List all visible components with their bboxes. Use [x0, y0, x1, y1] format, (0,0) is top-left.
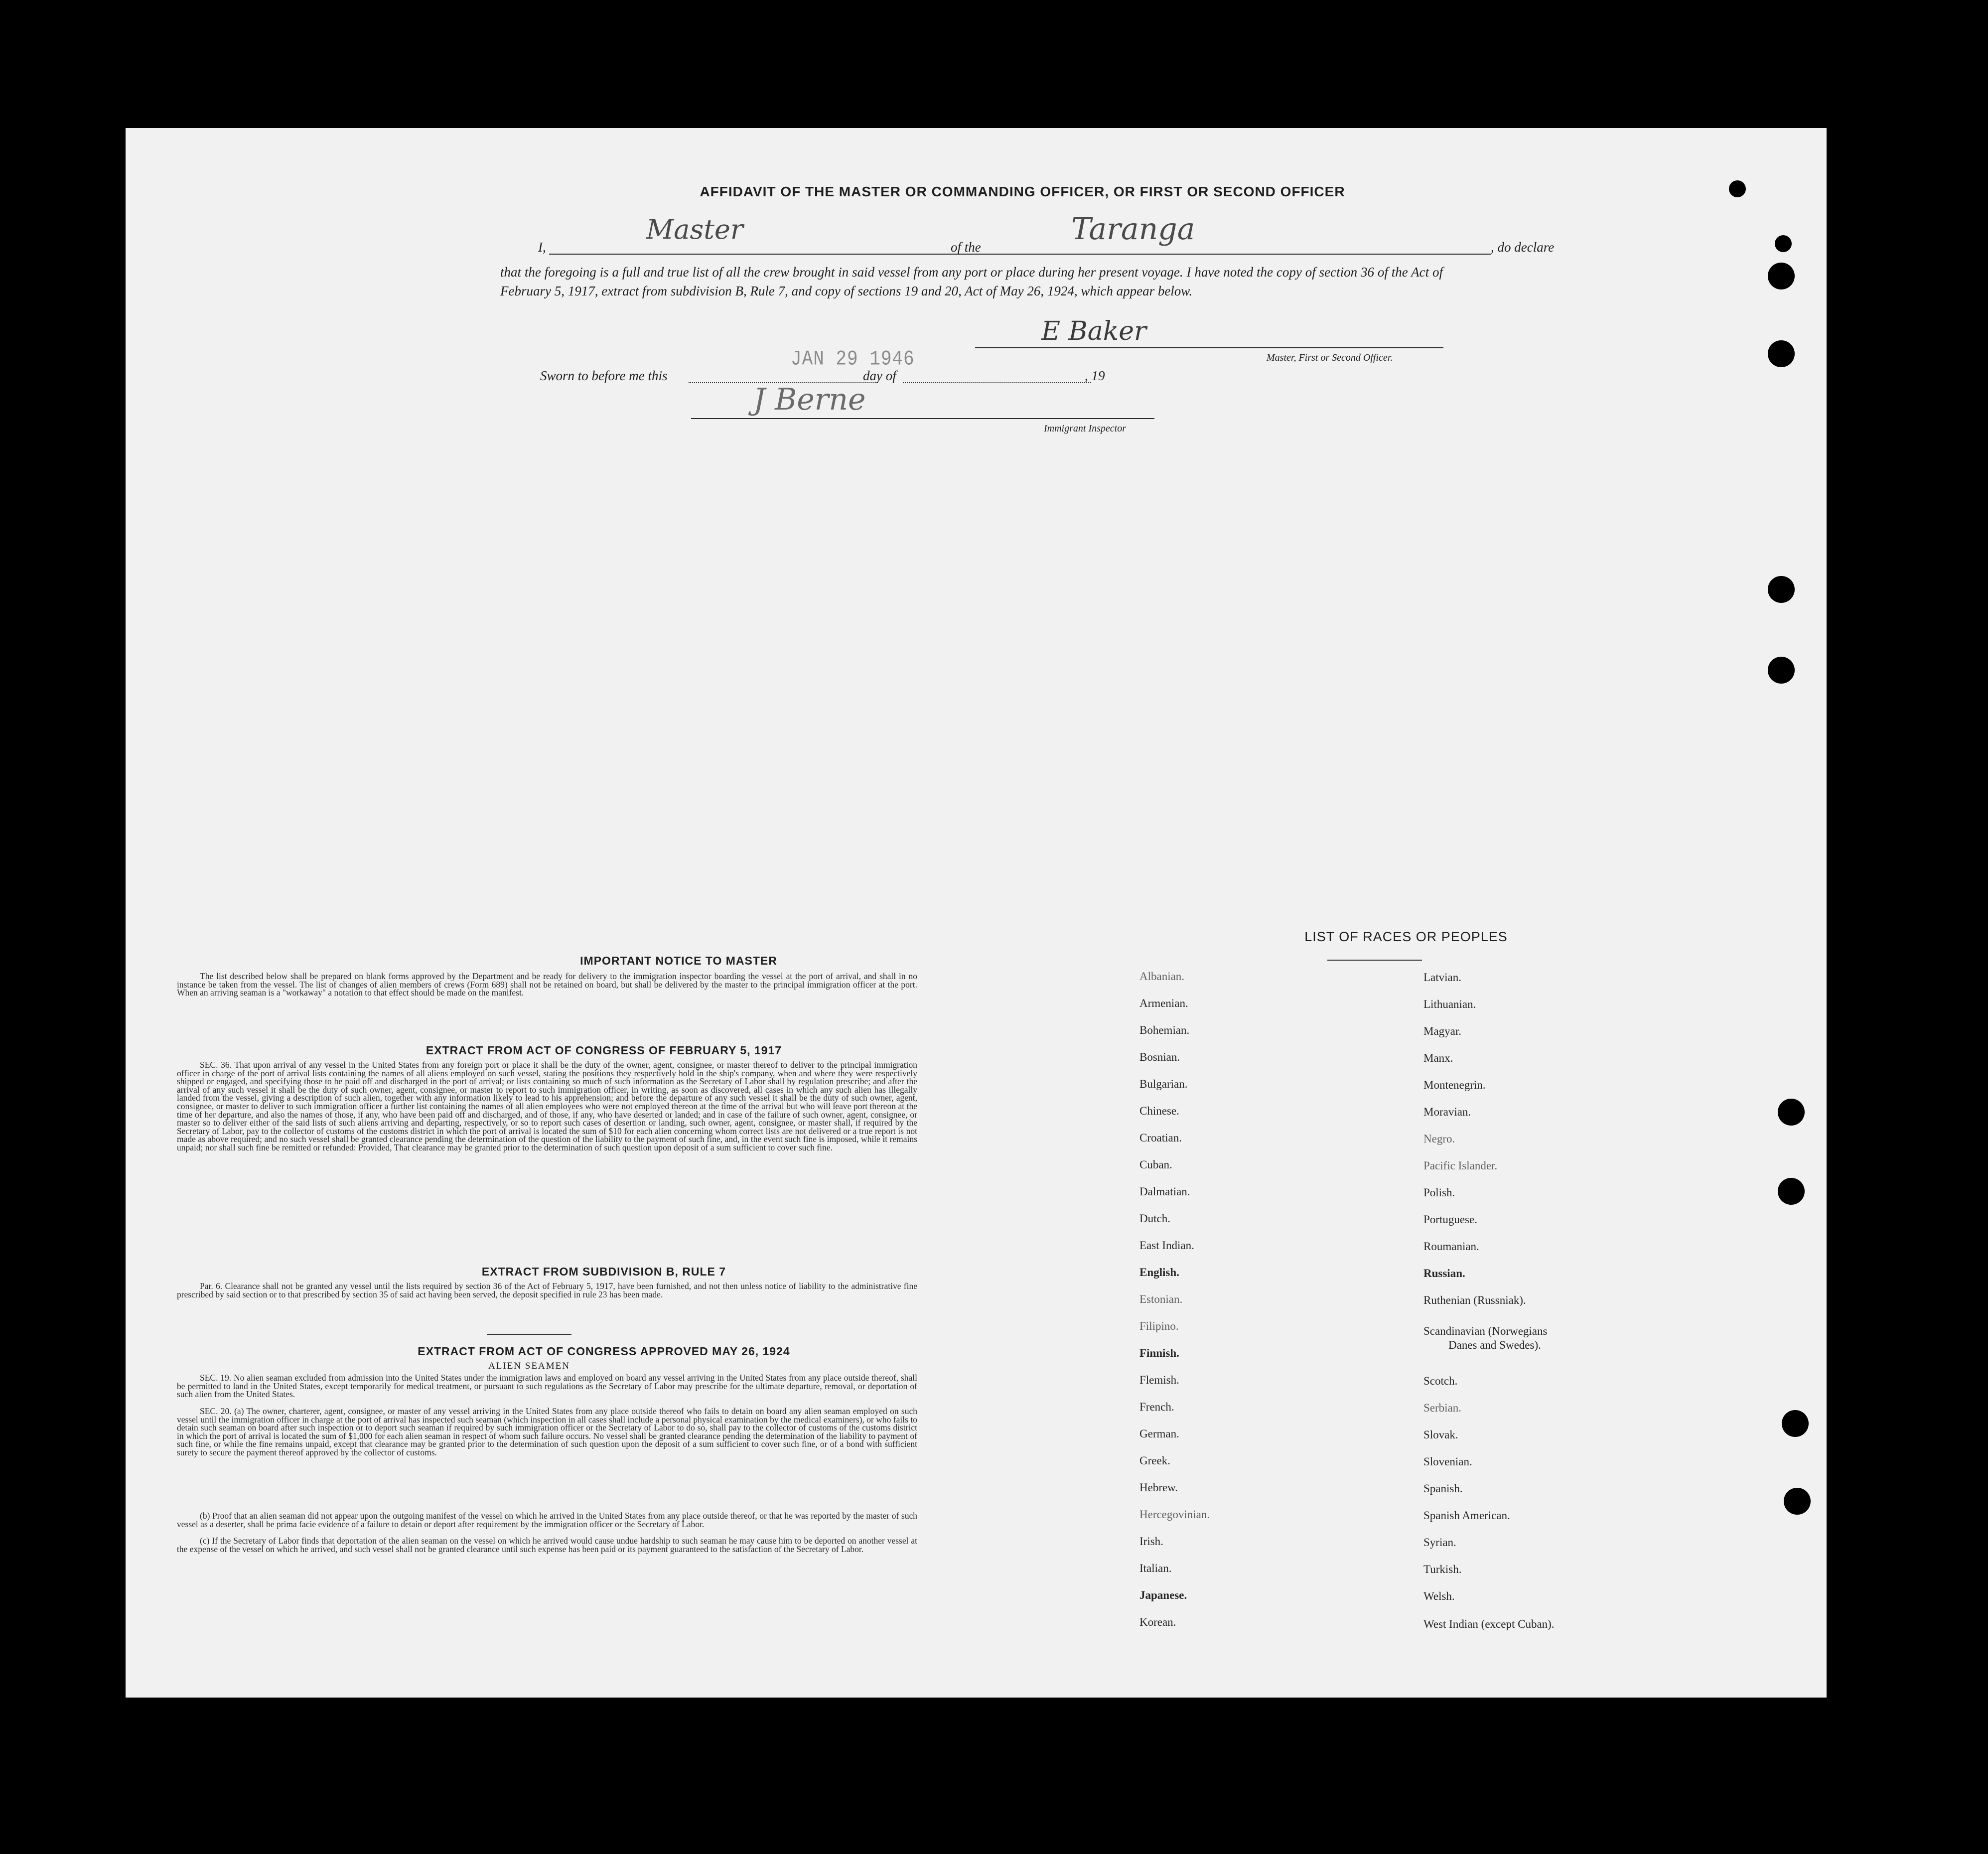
race-item: French. — [1139, 1401, 1174, 1413]
notice-title: IMPORTANT NOTICE TO MASTER — [580, 954, 777, 967]
form-page — [126, 128, 1827, 1698]
race-item: East Indian. — [1139, 1239, 1194, 1252]
race-item: Dutch. — [1139, 1212, 1170, 1225]
notice-body: The list described below shall be prepared on blank forms approved by the Department and be ready for delivery to the immigration inspector boarding the vessel at the port of arrival, and shall in no instance be taken from the vessel. The list of changes of alien members of crews (Form 689) shall not be retained on board, but shall be delivered by the master to the principal immigration officer at the port. When an arriving seaman is a "workaway" a notation to that effect should be made on the manifest. — [177, 971, 917, 998]
affidavit-declare: , do declare — [1491, 240, 1555, 255]
race-item: Danes and Swedes). — [1448, 1339, 1541, 1351]
race-item: Manx. — [1423, 1052, 1453, 1064]
date-stamp: JAN 29 1946 — [791, 347, 915, 371]
race-item: Chinese. — [1139, 1105, 1179, 1117]
race-item: Slovak. — [1423, 1428, 1458, 1441]
inspector-signature-line — [691, 418, 1154, 419]
punch-hole — [1775, 235, 1792, 252]
race-item: Serbian. — [1423, 1402, 1462, 1414]
race-item: Latvian. — [1423, 971, 1461, 984]
master-signature: E Baker — [1041, 316, 1146, 346]
punch-hole — [1784, 1488, 1811, 1515]
sworn-year: , 19 — [1085, 368, 1105, 383]
extract-rule7-body: Par. 6. Clearance shall not be granted any vessel until the lists required by section 36 of the Act of February 5, 1917, have been furnished, and not then unless notice of liability to the administrative fine prescribed by said section or to that prescribed by section 35 of said act having been served, the deposit specified in rule 23 has been made. — [177, 1281, 917, 1299]
race-item: Turkish. — [1423, 1563, 1462, 1575]
extract-1924-sec20a: SEC. 20. (a) The owner, charterer, agent, consignee, or master of any vessel arriving in the United States from any place outside thereof who fails to detain on board any alien seaman employed on such vessel until the immigration officer in charge at the port of arrival has inspected such seaman (which inspection in all cases shall include a personal physical examination by the medical examiners), or who fails to detain such seaman on board after such inspection or to deport such seaman if required by such immigration officer or the Secretary of Labor to do so, shall pay to the collector of customs of the customs district in which the port of arrival is located the sum of $1,000 for each alien seaman in respect of whom such failure occurs. No vessel shall be granted clearance pending the determination of the liability to payment of such fine, or while the fine remains unpaid, except that clearance may be granted prior to the determination of such question upon the deposit of a sum sufficient to cover such fine, or of a bond with sufficient surety to secure the payment thereof approved by the collector of customs. — [177, 1406, 917, 1457]
race-item: Lithuanian. — [1423, 998, 1476, 1010]
punch-hole — [1768, 576, 1795, 603]
race-item: Scandinavian (Norwegians — [1423, 1325, 1548, 1337]
extract-1924-sec20c: (c) If the Secretary of Labor finds that deportation of the alien seaman on the vessel on which he arrived would cause undue hardship to such seaman he may cause him to be deported on another vessel at the expense of the vessel on which he arrived, and such vessel shall not be granted clearance until such expense has been paid or its payment guaranteed to the satisfaction of the Secretary of Labor. — [177, 1536, 917, 1554]
race-item: Magyar. — [1423, 1025, 1462, 1037]
race-item: German. — [1139, 1427, 1179, 1440]
extract-1917-title: EXTRACT FROM ACT OF CONGRESS OF FEBRUARY 5, 1917 — [426, 1044, 782, 1057]
master-signature-line — [975, 347, 1443, 348]
race-item: Albanian. — [1139, 970, 1185, 983]
race-item: English. — [1139, 1266, 1179, 1279]
race-item: Italian. — [1139, 1562, 1172, 1574]
race-item: Syrian. — [1423, 1536, 1456, 1549]
extract-1924-sec20b: (b) Proof that an alien seaman did not appear upon the outgoing manifest of the vessel on which he arrived in the United States from any place outside thereof, or that he was reported by the master of such vessel as a deserter, shall be prima facie evidence of a failure to detain or deport after requirement by the immigration officer or the Secretary of Labor. — [177, 1511, 917, 1529]
race-item: Flemish. — [1139, 1374, 1179, 1386]
extract-1924-subtitle: ALIEN SEAMEN — [488, 1361, 570, 1371]
race-item: Portuguese. — [1423, 1213, 1477, 1226]
punch-hole — [1729, 180, 1746, 197]
race-item: Hercegovinian. — [1139, 1508, 1210, 1521]
race-item: Pacific Islander. — [1423, 1159, 1498, 1172]
race-item: Dalmatian. — [1139, 1185, 1190, 1198]
affidavit-body: that the foregoing is a full and true list of all the crew brought in said vessel from any port or place during her present voyage. I have noted the copy of section 36 of the Act of February 5, 1917, extract from subdivision B, Rule 7, and copy of sections 19 and 20, Act of May 26, 1924, which appear below. — [500, 265, 1443, 298]
race-item: Filipino. — [1139, 1320, 1179, 1332]
punch-hole — [1782, 1410, 1809, 1437]
race-item: Hebrew. — [1139, 1481, 1178, 1494]
race-item: Japanese. — [1139, 1589, 1187, 1601]
race-item: Bulgarian. — [1139, 1078, 1188, 1090]
extract-1917-body: SEC. 36. That upon arrival of any vessel in the United States from any foreign port or place it shall be the duty of the owner, agent, consignee, or master thereof to deliver to the principal immigration officer in charge of the port of arrival lists containing the names of all aliens employed on such vessel, stating the positions they respectively hold in the ship's company, when and where they were respectively shipped or engaged, and specifying those to be paid off and discharged in the port of arrival; or lists containing so much of such information as the Secretary of Labor shall by regulation prescribe; and after the arrival of any such vessel it shall be the duty of such owner, agent, consignee, or master to report to such immigration officer, in writing, as soon as discovered, all cases in which any such alien has illegally landed from the vessel, giving a description of such alien, together with any information likely to lead to his apprehension; and before the departure of any such vessel it shall be the duty of such owner, agent, consignee, or master to deliver to such immigration officer a further list containing the names of all alien employees who were not employed thereon at the time of the arrival but who will leave port thereon at the time of her departure, and also the names of those, if any, who have been paid off and discharged, and of those, if any, who have deserted or landed; and in case of the failure of such owner, agent, consignee, or master so to deliver either of the said lists of such aliens arriving and departing, respectively, or so to report such cases of desertion or landing, such owner, agent, consignee, or master shall, if required by the Secretary of Labor, pay to the collector of customs of the customs district in which the port of arrival is located the sum of $10 for each alien concerning whom correct lists are not delivered or a true report is not made as above required; and no such vessel shall be granted clearance pending the determination of the question of the liability to the payment of such fine, and, in the event such fine is imposed, while it remains unpaid; nor shall such fine be remitted or refunded: Provided, That clearance may be granted prior to the determination of such question upon deposit of a sum sufficient to cover such fine. — [177, 1060, 917, 1152]
race-item: Cuban. — [1139, 1158, 1172, 1171]
punch-hole — [1778, 1099, 1805, 1126]
race-item: Ruthenian (Russniak). — [1423, 1294, 1526, 1306]
race-item: Welsh. — [1423, 1590, 1455, 1602]
sworn-prefix: Sworn to before me this — [540, 368, 668, 383]
race-item: Moravian. — [1423, 1106, 1471, 1118]
race-item: Polish. — [1423, 1186, 1455, 1199]
extract-1924-title: EXTRACT FROM ACT OF CONGRESS APPROVED MAY 26, 1924 — [418, 1345, 790, 1358]
race-item: Scotch. — [1423, 1375, 1458, 1387]
races-divider — [1327, 960, 1422, 961]
race-item: Croatian. — [1139, 1132, 1182, 1144]
punch-hole — [1768, 340, 1795, 367]
races-title: LIST OF RACES OR PEOPLES — [1304, 929, 1508, 944]
punch-hole — [1768, 263, 1795, 289]
race-item: Russian. — [1423, 1267, 1465, 1280]
inspector-signature: J Berne — [753, 382, 866, 417]
race-item: Finnish. — [1139, 1347, 1179, 1359]
affidavit-title: AFFIDAVIT OF THE MASTER OR COMMANDING OFFICER, OR FIRST OR SECOND OFFICER — [700, 184, 1345, 199]
handwritten-vessel: Taranga — [1071, 212, 1195, 247]
vessel-line — [993, 254, 1491, 255]
race-item: Irish. — [1139, 1535, 1163, 1548]
punch-hole — [1778, 1178, 1805, 1205]
section-divider — [487, 1334, 571, 1335]
race-item: West Indian (except Cuban). — [1423, 1618, 1555, 1630]
affidavit-of-the: of the — [951, 240, 981, 255]
race-item: Montenegrin. — [1423, 1079, 1486, 1091]
race-item: Negro. — [1423, 1133, 1455, 1145]
name-line — [549, 254, 1067, 255]
race-item: Greek. — [1139, 1454, 1170, 1467]
race-item: Slovenian. — [1423, 1455, 1472, 1468]
extract-1924-sec19: SEC. 19. No alien seaman excluded from admission into the United States under the immigration laws and employed on board any vessel arriving in the United States from any place outside thereof, shall be permitted to land in the United States, except temporarily for medical treatment, or pursuant to such regulations as the Secretary of Labor may prescribe for the ultimate departure, removal, or deportation of such alien from the United States. — [177, 1373, 917, 1400]
inspector-caption: Immigrant Inspector — [1044, 423, 1126, 434]
race-item: Roumanian. — [1423, 1240, 1479, 1253]
sworn-month-line — [903, 382, 1091, 383]
race-item: Bohemian. — [1139, 1024, 1190, 1036]
sworn-day-of: day of — [863, 368, 896, 383]
race-item: Bosnian. — [1139, 1051, 1180, 1063]
master-caption: Master, First or Second Officer. — [1267, 352, 1393, 363]
handwritten-name: Master — [646, 214, 743, 245]
race-item: Estonian. — [1139, 1293, 1183, 1305]
race-item: Armenian. — [1139, 997, 1188, 1009]
extract-rule7-title: EXTRACT FROM SUBDIVISION B, RULE 7 — [481, 1265, 726, 1278]
race-item: Spanish. — [1423, 1482, 1463, 1495]
race-item: Spanish American. — [1423, 1509, 1510, 1522]
punch-hole — [1768, 657, 1795, 684]
affidavit-prefix: I, — [538, 240, 546, 255]
race-item: Korean. — [1139, 1616, 1176, 1628]
